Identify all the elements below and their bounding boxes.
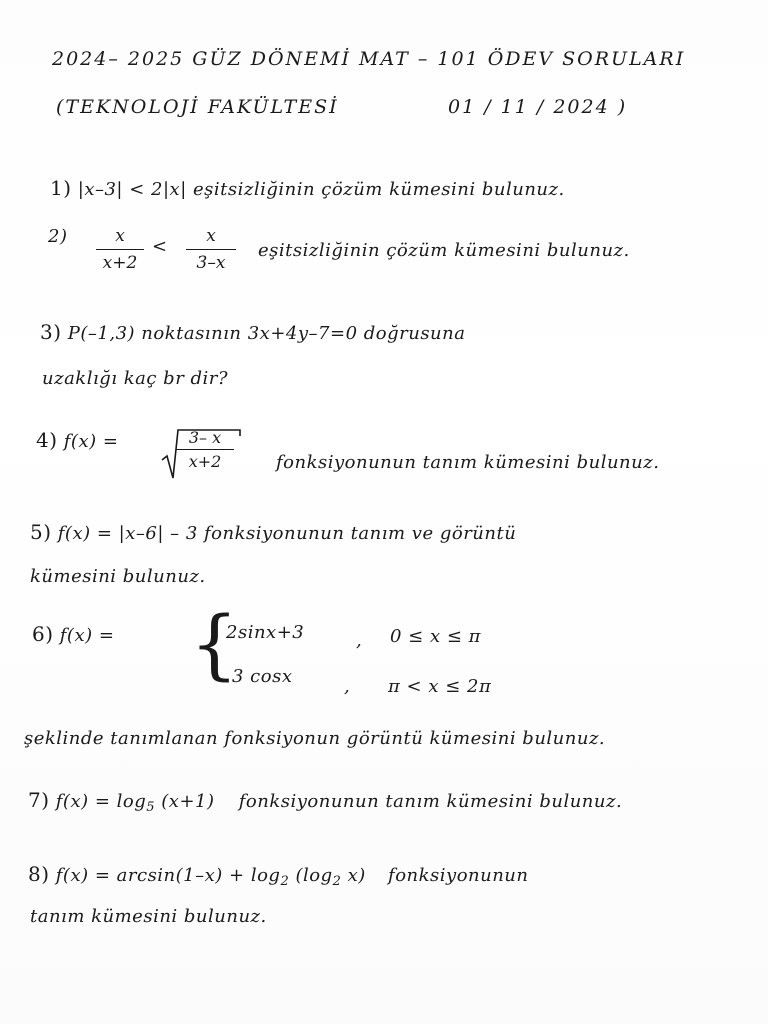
question-6-case-1-separator: , [356,630,363,651]
question-6-case-2-expression: 3 cosx [232,666,293,687]
fraction-bar [186,249,236,250]
question-3-line-2: uzaklığı kaç br dir? [42,368,229,389]
fraction-left-denominator: x+2 [102,253,138,273]
question-5-line-1 [30,520,516,544]
question-7-number: 7) [28,788,50,812]
question-8-log-base-outer: 2 [280,874,290,889]
question-7-function: f(x) = log [55,791,147,812]
question-8-log-argument: x) [341,865,366,886]
question-1-text: |x–3| < 2|x| eşitsizliğinin çözüm kümesini bulunuz. [77,179,565,200]
question-4-function: f(x) = [63,431,119,452]
question-8-number: 8) [28,862,50,886]
question-2-operator: < [152,236,168,257]
radical-numerator: 3– x [188,428,222,447]
question-5-text: f(x) = |x–6| – 3 fonksiyonunun tanım ve görüntü [57,523,517,544]
question-1-number: 1) [50,176,72,200]
question-2-text: eşitsizliğinin çözüm kümesini bulunuz. [258,240,630,261]
question-8-function: f(x) = arcsin(1–x) + log [55,865,281,886]
question-6-case-2-separator: , [344,676,351,697]
question-4-lhs [36,428,118,452]
question-2-fraction-right [186,226,236,273]
question-8-log-base-inner: 2 [332,874,342,889]
header-title: 2024– 2025 GÜZ DÖNEMİ MAT – 101 ÖDEV SORULARI [52,48,686,70]
piecewise-brace-icon: { [190,599,239,688]
question-3-text: P(–1,3) noktasının 3x+4y–7=0 doğrusuna [67,323,466,344]
header-faculty: (TEKNOLOJİ FAKÜLTESİ [56,96,339,118]
question-4-radical [160,426,242,482]
fraction-bar [176,449,234,450]
question-6-function: f(x) = [59,625,115,646]
question-8-inner-log: (log [289,865,333,886]
fraction-right-numerator: x [206,226,216,246]
question-6-case-2-condition: π < x ≤ 2π [388,676,492,697]
radical-denominator: x+2 [188,452,222,471]
question-3-line-1 [40,320,465,344]
question-6-case-1-expression: 2sinx+3 [226,622,305,643]
question-6-text: şeklinde tanımlanan fonksiyonun görüntü kümesini bulunuz. [24,728,606,749]
question-8-line-2: tanım kümesini bulunuz. [30,906,267,927]
question-6-case-1-condition: 0 ≤ x ≤ π [390,626,481,647]
question-7-text: fonksiyonunun tanım kümesini bulunuz. [238,791,623,812]
question-1 [50,176,565,200]
header-date: 01 / 11 / 2024 ) [448,96,628,118]
question-4-text: fonksiyonunun tanım kümesini bulunuz. [276,452,660,473]
question-5-number: 5) [30,520,52,544]
question-2-number: 2) [48,226,68,247]
question-6-lhs [32,622,114,646]
fraction-right-denominator: 3–x [196,253,226,273]
question-5-line-2: kümesini bulunuz. [30,566,206,587]
fraction-bar [96,249,144,250]
radical-content [176,428,234,471]
question-7-log-argument: (x+1) [161,791,215,812]
question-7-log-base: 5 [146,800,156,815]
fraction-left-numerator: x [115,226,125,246]
question-7 [28,788,622,815]
question-8-text: fonksiyonunun [388,865,529,886]
question-6-number: 6) [32,622,54,646]
question-3-number: 3) [40,320,62,344]
question-8-line-1 [28,862,529,889]
question-4-number: 4) [36,428,58,452]
question-2-fraction-left [96,226,144,273]
